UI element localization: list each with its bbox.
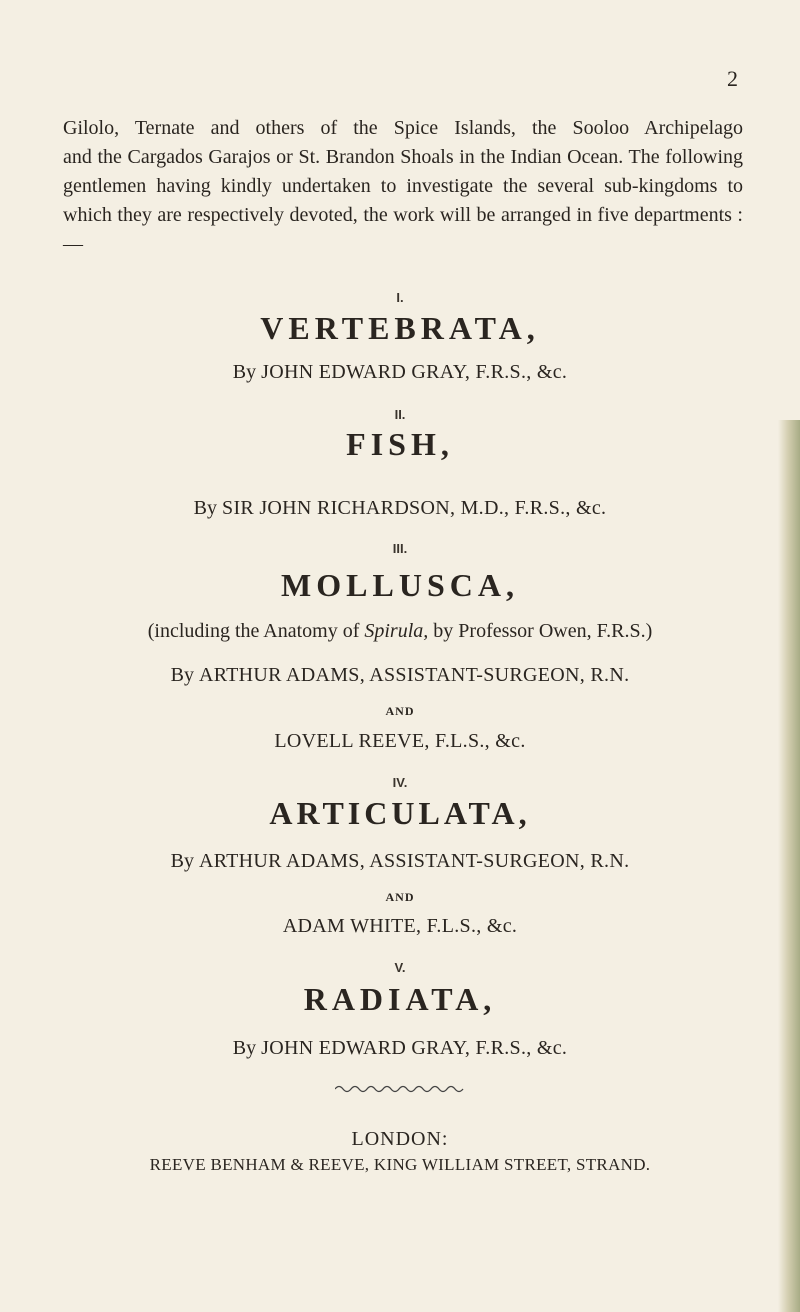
section-3-title: MOLLUSCA, — [281, 567, 519, 603]
intro-line-1: Gilolo, Ternate and others of the Spice Islands, the Sooloo Archipelago — [63, 117, 743, 139]
page-number: 2 — [727, 66, 738, 91]
section-1-title: VERTEBRATA, — [260, 310, 540, 346]
section-4-title: ARTICULATA, — [269, 795, 531, 831]
wavy-rule-icon — [335, 1084, 465, 1094]
section-5-numeral: V. — [394, 960, 406, 975]
imprint-place: LONDON: — [351, 1128, 449, 1150]
section-5-title: RADIATA, — [303, 981, 497, 1017]
section-1-numeral: I. — [396, 290, 404, 305]
section-4-coauthor: ADAM WHITE, F.L.S., &c. — [282, 915, 518, 937]
by-label: By — [232, 361, 257, 383]
note-genus: Spirula, — [364, 620, 429, 642]
section-1-byline — [0, 361, 800, 384]
section-3-note — [0, 620, 800, 643]
section-3-and: AND — [385, 704, 415, 718]
imprint-publisher: REEVE BENHAM & REEVE, KING WILLIAM STREET, STRAND. — [149, 1155, 651, 1174]
section-4-numeral: IV. — [392, 775, 408, 790]
section-4-author: ARTHUR ADAMS, ASSISTANT-SURGEON, R.N. — [198, 850, 630, 872]
intro-paragraph — [63, 114, 743, 259]
by-label: By — [232, 1037, 257, 1059]
by-label: By — [170, 664, 194, 686]
section-2-byline — [0, 497, 800, 520]
section-3-coauthor: LOVELL REEVE, F.L.S., &c. — [274, 730, 526, 752]
section-4-byline — [0, 850, 800, 873]
note-by: by — [433, 620, 454, 642]
decorative-rule — [0, 1083, 800, 1099]
section-5-author: JOHN EDWARD GRAY, F.R.S., &c. — [261, 1037, 568, 1059]
section-1-author: JOHN EDWARD GRAY, F.R.S., &c. — [261, 361, 568, 383]
by-label: By — [193, 497, 218, 519]
note-prefix: (including the Anatomy of — [147, 620, 360, 642]
note-professor: Professor Owen, — [458, 620, 592, 642]
section-2-author: SIR JOHN RICHARDSON, M.D., F.R.S., &c. — [222, 497, 607, 519]
page-edge-stain — [778, 420, 800, 1312]
section-5-byline — [0, 1037, 800, 1060]
by-label: By — [170, 850, 194, 872]
section-2-title: FISH, — [346, 426, 454, 462]
section-4-and: AND — [385, 890, 415, 904]
section-2-numeral: II. — [394, 407, 406, 422]
section-3-numeral: III. — [392, 541, 408, 556]
note-suffix: F.R.S.) — [596, 620, 653, 642]
section-3-byline — [0, 664, 800, 687]
section-3-author: ARTHUR ADAMS, ASSISTANT-SURGEON, R.N. — [198, 664, 630, 686]
intro-text: and the Cargados Garajos or St. Brandon Shoals in the Indian Ocean. The following gentlemen having kindly undertaken to investigate the several sub-kingdoms to which they are respectively devoted, the work will be arranged in five departments : — — [63, 146, 743, 255]
